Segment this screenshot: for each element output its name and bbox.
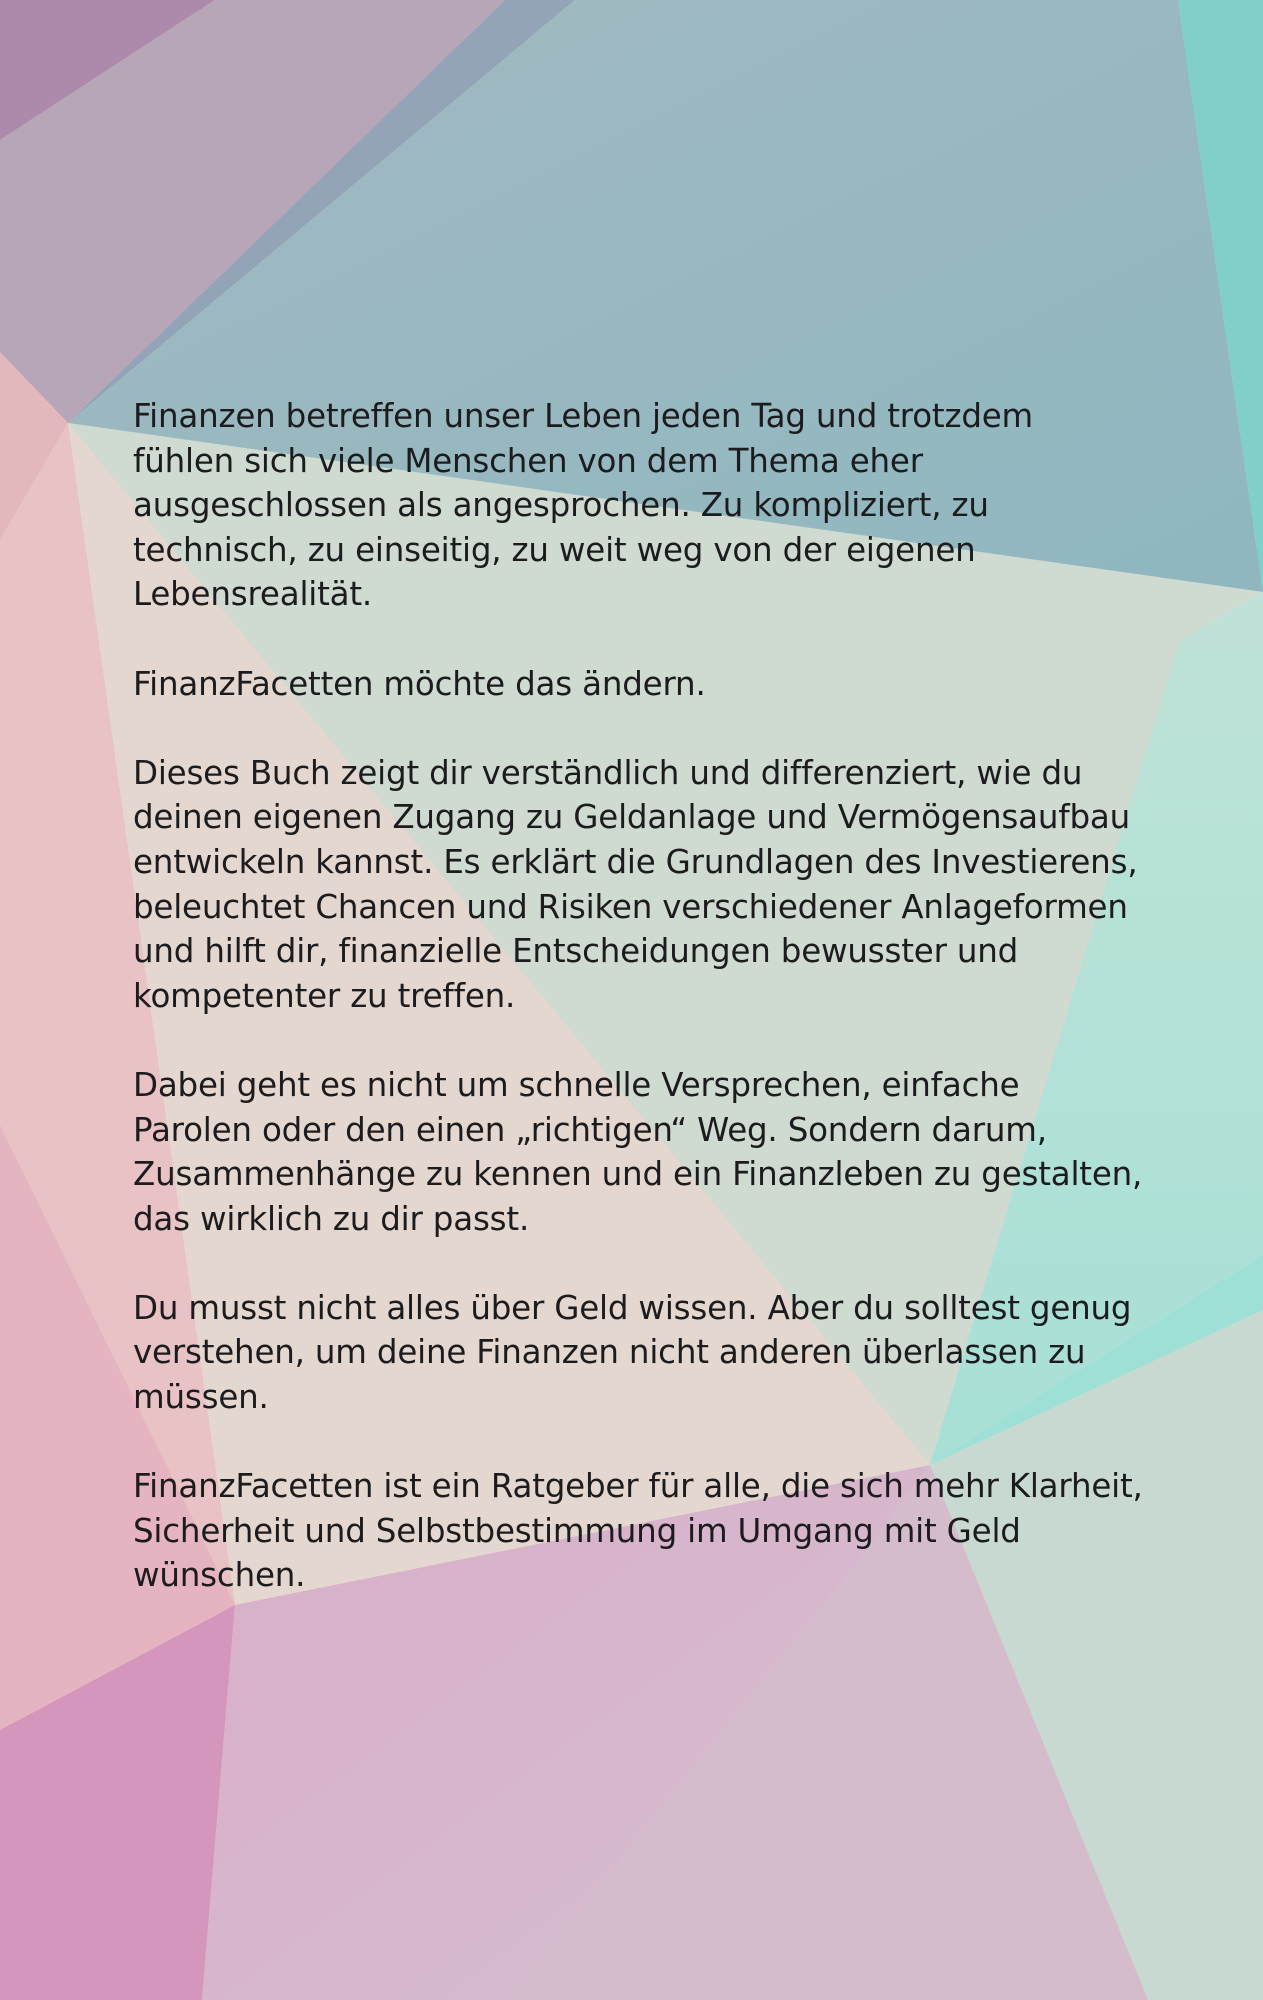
paragraph-audience: FinanzFacetten ist ein Ratgeber für alle, die sich mehr Klarheit, Sicherheit und Selbstbestimmung im Umgang mit Geld wünschen. [133,1467,1143,1595]
paragraph-approach: Dabei geht es nicht um schnelle Versprechen, einfache Parolen oder den einen „richtigen“ Weg. Sondern darum, Zusammenhänge zu kennen und ein Finanzleben zu gestalten, das wirklich zu dir passt. [133,1065,1143,1238]
paragraph-understanding: Du musst nicht alles über Geld wissen. Aber du solltest genug verstehen, um deine Finanzen nicht anderen überlassen zu müssen. [133,1288,1132,1417]
blurb-text [133,394,1143,1598]
paragraph-intro: Finanzen betreffen unser Leben jeden Tag und trotzdem fühlen sich viele Menschen von dem Thema eher ausgeschlossen als angesprochen. Zu kompliziert, zu technisch, zu einseitig, zu weit weg von der eigenen Lebensrealität. [133,397,1034,614]
paragraph-book-description: Dieses Buch zeigt dir verständlich und differenziert, wie du deinen eigenen Zugang zu Geldanlage und Vermögensaufbau entwickeln kannst. Es erklärt die Grundlagen des Investierens, beleuchtet Chancen und Risiken verschiedener Anlageformen und hilft dir, finanzielle Entscheidungen bewusster und kompetenter zu treffen. [133,753,1138,1015]
paragraph-mission: FinanzFacetten möchte das ändern. [133,664,706,703]
